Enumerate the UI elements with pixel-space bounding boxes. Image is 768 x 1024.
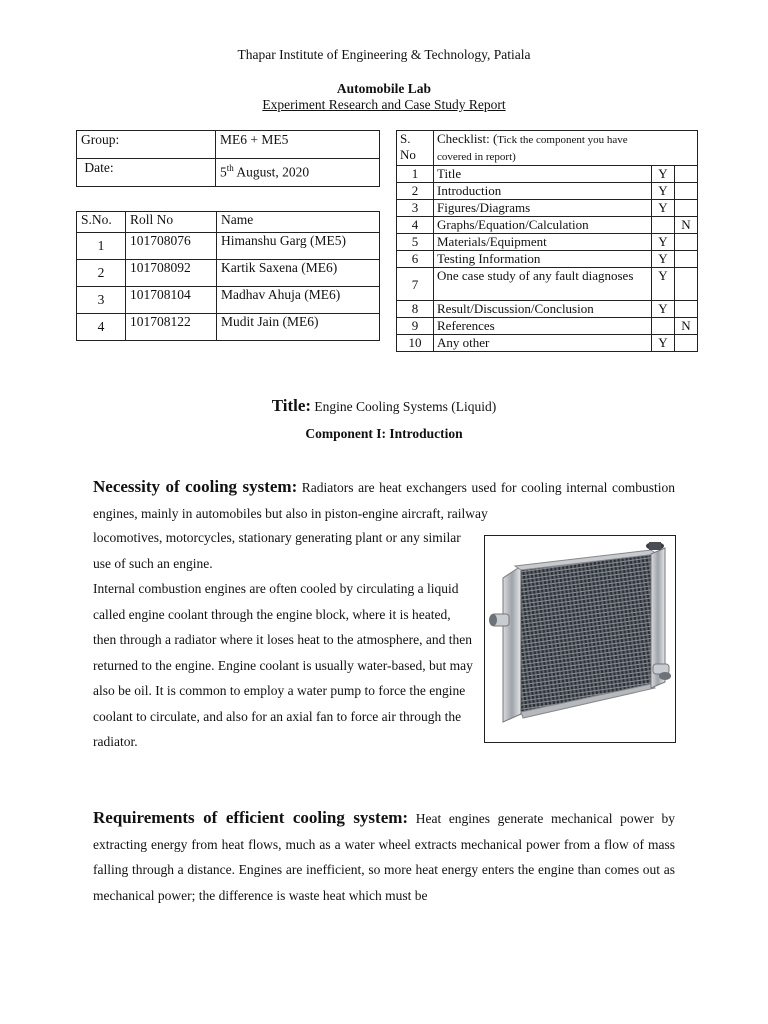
title-line <box>0 396 768 416</box>
checklist-no-mark <box>675 200 698 217</box>
group-value: ME6 + ME5 <box>216 131 380 159</box>
table-row <box>77 260 380 287</box>
checklist-header-sno: S. No <box>397 131 434 166</box>
checklist-no-mark <box>675 234 698 251</box>
checklist-row <box>397 200 698 217</box>
table-row <box>77 287 380 314</box>
necessity-line1: Radiators are heat exchangers used for cooling internal combustion engines, mainly in automobiles but also in piston-engine aircraft, railway <box>93 480 675 521</box>
date-label: Date: <box>77 159 216 187</box>
member-roll: 101708076 <box>126 233 217 260</box>
checklist-label: Result/Discussion/Conclusion <box>434 301 652 318</box>
member-sno: 3 <box>77 287 126 314</box>
group-info-table <box>76 130 380 187</box>
filler-neck <box>649 542 661 550</box>
checklist-yes: Y <box>652 166 675 183</box>
checklist-row <box>397 335 698 352</box>
checklist-label: Figures/Diagrams <box>434 200 652 217</box>
member-name: Himanshu Garg (ME5) <box>217 233 380 260</box>
checklist-note-2: covered in report) <box>437 151 516 163</box>
title-label: Title: <box>271 396 312 415</box>
title-text: Engine Cooling Systems (Liquid) <box>311 399 497 414</box>
checklist-no-mark <box>675 301 698 318</box>
checklist-table <box>396 130 698 352</box>
member-roll: 101708122 <box>126 314 217 341</box>
date-suffix: th <box>226 163 234 173</box>
member-sno: 4 <box>77 314 126 341</box>
checklist-no-mark <box>675 251 698 268</box>
checklist-label: Any other <box>434 335 652 352</box>
header-roll: Roll No <box>126 212 217 233</box>
component-heading: Component I: Introduction <box>305 426 463 441</box>
checklist-no-mark <box>675 166 698 183</box>
member-sno: 1 <box>77 233 126 260</box>
checklist-yes: Y <box>652 301 675 318</box>
checklist-no: 10 <box>397 335 434 352</box>
members-header-row <box>77 212 380 233</box>
member-roll: 101708092 <box>126 260 217 287</box>
checklist-label: Graphs/Equation/Calculation <box>434 217 652 234</box>
checklist-label: References <box>434 318 652 335</box>
checklist-row <box>397 166 698 183</box>
checklist-no-mark <box>675 268 698 301</box>
necessity-heading: Necessity of cooling system: <box>93 477 298 496</box>
member-sno: 2 <box>77 260 126 287</box>
checklist-no-mark: N <box>675 217 698 234</box>
outlet-opening <box>659 672 671 680</box>
left-tank <box>503 566 521 722</box>
checklist-no: 2 <box>397 183 434 200</box>
checklist-label: One case study of any fault diagnoses <box>434 268 652 301</box>
checklist-label: Materials/Equipment <box>434 234 652 251</box>
checklist-row <box>397 251 698 268</box>
checklist-no: 9 <box>397 318 434 335</box>
member-name: Madhav Ahuja (ME6) <box>217 287 380 314</box>
date-day: 5 <box>220 164 227 180</box>
checklist-yes <box>652 318 675 335</box>
checklist-yes <box>652 217 675 234</box>
checklist-header-row <box>397 131 698 166</box>
checklist-label: Title <box>434 166 652 183</box>
checklist-yes: Y <box>652 200 675 217</box>
member-name: Kartik Saxena (ME6) <box>217 260 380 287</box>
checklist-row <box>397 183 698 200</box>
radiator-illustration <box>485 536 675 742</box>
requirements-paragraph <box>93 805 675 908</box>
checklist-row <box>397 318 698 335</box>
checklist-yes: Y <box>652 183 675 200</box>
radiator-image <box>484 535 676 743</box>
checklist-yes: Y <box>652 268 675 301</box>
inlet-opening <box>489 614 497 626</box>
necessity-paragraph-2: Internal combustion engines are often cooled by circulating a liquid called engine coolant through the engine block, where it is heated, then through a radiator where it loses heat to the atmosphere, and then returned to the engine. Engine coolant is usually water-based, but may also be oil. It is common to employ a water pump to force the engine coolant to circulate, and also for an axial fan to force air through the radiator. <box>93 581 473 749</box>
group-row <box>77 131 380 159</box>
checklist-no: 6 <box>397 251 434 268</box>
checklist-no-mark: N <box>675 318 698 335</box>
group-label: Group: <box>77 131 216 159</box>
member-name: Mudit Jain (ME6) <box>217 314 380 341</box>
date-value <box>216 159 380 187</box>
checklist-row <box>397 234 698 251</box>
necessity-paragraph <box>93 474 675 526</box>
checklist-no-mark <box>675 335 698 352</box>
table-row <box>77 314 380 341</box>
members-table <box>76 211 380 341</box>
checklist-header-title: Checklist: (Tick the component you have covered in report) <box>434 131 698 166</box>
checklist-label: Testing Information <box>434 251 652 268</box>
checklist-no: 5 <box>397 234 434 251</box>
member-roll: 101708104 <box>126 287 217 314</box>
checklist-yes: Y <box>652 335 675 352</box>
checklist-row <box>397 301 698 318</box>
institute-name: Thapar Institute of Engineering & Technology, Patiala <box>237 47 531 62</box>
date-rest: August, 2020 <box>233 164 310 180</box>
checklist-no: 1 <box>397 166 434 183</box>
checklist-label: Introduction <box>434 183 652 200</box>
header-sno: S.No. <box>77 212 126 233</box>
checklist-row <box>397 268 698 301</box>
checklist-no: 4 <box>397 217 434 234</box>
lab-name: Automobile Lab <box>336 81 432 96</box>
requirements-text: Heat engines generate mechanical power by extracting energy from heat flows, much as a water wheel extracts mechanical power from a flow of mass falling through a distance. Engines are inefficient, so more heat energy enters the engine than comes out as mechanical power; the difference is waste heat which must be <box>93 811 675 903</box>
date-row <box>77 159 380 187</box>
report-title: Experiment Research and Case Study Report <box>262 97 506 112</box>
checklist-no: 8 <box>397 301 434 318</box>
checklist-no-mark <box>675 183 698 200</box>
requirements-heading: Requirements of efficient cooling system: <box>93 808 409 827</box>
checklist-row <box>397 217 698 234</box>
header-name: Name <box>217 212 380 233</box>
checklist-yes: Y <box>652 234 675 251</box>
checklist-note: Tick the component you have <box>497 134 628 146</box>
checklist-no: 3 <box>397 200 434 217</box>
necessity-line2: locomotives, motorcycles, stationary generating plant or any similar use of such an engine. <box>93 530 461 571</box>
table-row <box>77 233 380 260</box>
checklist-yes: Y <box>652 251 675 268</box>
checklist-no: 7 <box>397 268 434 301</box>
